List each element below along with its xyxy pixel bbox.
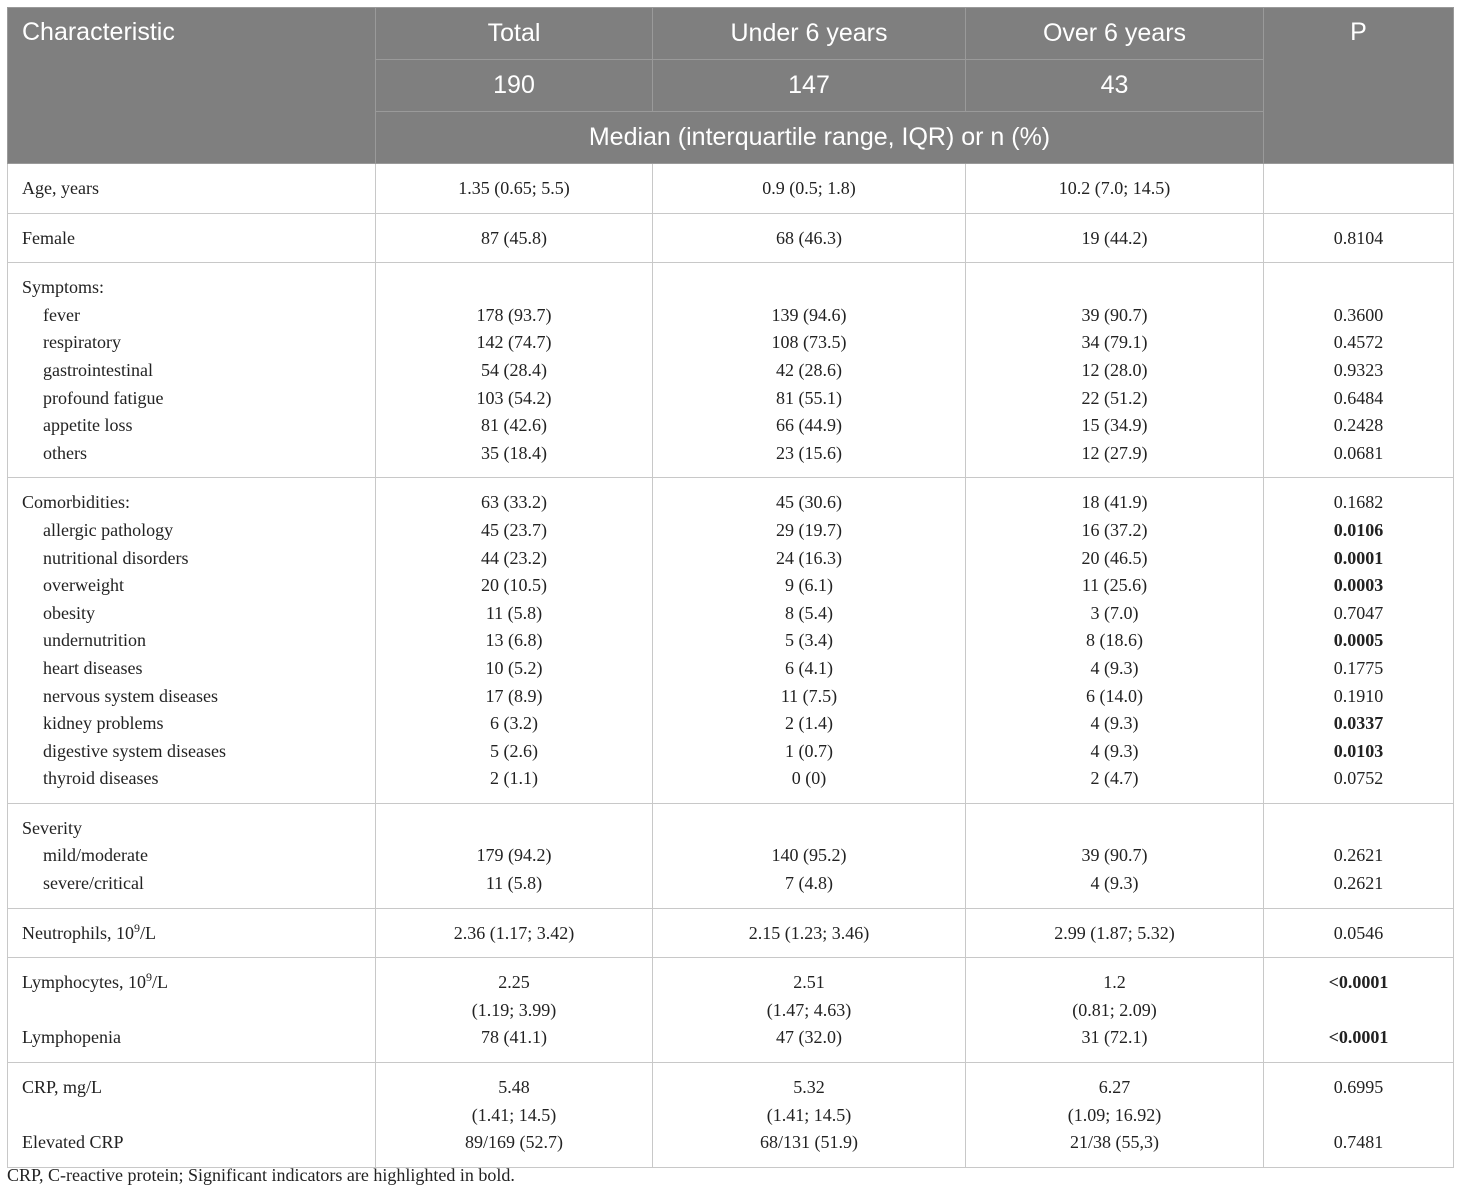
- item-label: obesity: [43, 602, 95, 623]
- cell-total: 142 (74.7): [476, 332, 552, 353]
- header-n-under6: 147: [653, 60, 966, 112]
- cell-p: 0.8104: [1333, 227, 1384, 248]
- cell-under6: (1.41; 14.5): [766, 1104, 852, 1125]
- cell-total: 35 (18.4): [481, 442, 547, 463]
- cell-under6: 68 (46.3): [776, 227, 842, 248]
- header-characteristic: Characteristic: [8, 8, 376, 164]
- cell-over6: 4 (9.3): [1090, 657, 1139, 678]
- cell-under6: 140 (95.2): [771, 845, 847, 866]
- cell-total: (1.41; 14.5): [471, 1104, 557, 1125]
- cell-over6: 18 (41.9): [1081, 492, 1148, 513]
- header-stat-note: Median (interquartile range, IQR) or n (%): [376, 112, 1264, 164]
- cell-over6: 10.2 (7.0; 14.5): [1058, 178, 1171, 198]
- lymph-over6: [966, 958, 1264, 1063]
- cell-under6: 2.15 (1.23; 3.46): [748, 922, 870, 943]
- table-row: [8, 164, 1454, 214]
- severity-p: [1264, 803, 1454, 908]
- cell-p: 0.6484: [1333, 387, 1384, 408]
- lymph-p: [1264, 958, 1454, 1063]
- symptoms-labels: [8, 263, 376, 478]
- cell-under6: 7 (4.8): [785, 873, 833, 894]
- item-label: undernutrition: [43, 630, 146, 651]
- cell-p-significant: <0.0001: [1328, 1027, 1389, 1048]
- cell-over6: (0.81; 2.09): [1072, 999, 1157, 1020]
- cell-under6: 2 (1.4): [785, 713, 833, 734]
- table-row-group: [8, 478, 1454, 804]
- cell-over6: 12 (27.9): [1081, 442, 1148, 463]
- cell-p: 0.9323: [1333, 359, 1384, 380]
- item-label: overweight: [43, 575, 124, 596]
- lymph-labels: [8, 958, 376, 1063]
- cell-over6: 22 (51.2): [1081, 387, 1148, 408]
- cell-total: 2.36 (1.17; 3.42): [453, 922, 575, 943]
- cell-p: 0.4572: [1333, 332, 1384, 353]
- cell-total: 54 (28.4): [481, 359, 547, 380]
- cell-total: (1.19; 3.99): [471, 999, 557, 1020]
- cell-over6: 39 (90.7): [1081, 845, 1148, 866]
- cell-under6: 23 (15.6): [776, 442, 842, 463]
- cell-under6: 1 (0.7): [785, 740, 833, 761]
- cell-p-significant: 0.0103: [1333, 740, 1384, 761]
- cell-total: 10 (5.2): [485, 657, 543, 678]
- cell-total: 11 (5.8): [485, 602, 543, 623]
- item-label: profound fatigue: [43, 387, 164, 408]
- header-n-over6: 43: [966, 60, 1264, 112]
- severity-labels: [8, 803, 376, 908]
- item-label: respiratory: [43, 332, 121, 353]
- cell-p: 0.2621: [1333, 845, 1384, 866]
- comorbidities-labels: [8, 478, 376, 804]
- cell-total: 87 (45.8): [481, 227, 547, 248]
- cell-over6: 4 (9.3): [1090, 713, 1139, 734]
- cell-over6: 2 (4.7): [1090, 768, 1139, 789]
- cell-p-significant: 0.0001: [1333, 547, 1384, 568]
- table-row: [8, 213, 1454, 263]
- cell-total: 6 (3.2): [490, 713, 538, 734]
- header-total: Total: [376, 8, 653, 60]
- row-label: Lymphopenia: [22, 1027, 121, 1048]
- cell-total: 78 (41.1): [481, 1027, 547, 1048]
- cell-over6: 8 (18.6): [1086, 630, 1143, 651]
- row-label: Age, years: [22, 178, 99, 198]
- cell-total: 179 (94.2): [476, 845, 552, 866]
- header-under6: Under 6 years: [653, 8, 966, 60]
- header-over6: Over 6 years: [966, 8, 1264, 60]
- item-label: appetite loss: [43, 415, 133, 436]
- cell-total: 103 (54.2): [476, 387, 552, 408]
- table-row-group: [8, 1063, 1454, 1168]
- table-row-group: [8, 263, 1454, 478]
- cell-over6: 31 (72.1): [1081, 1027, 1148, 1048]
- lymph-total: [376, 958, 653, 1063]
- row-label: Elevated CRP: [22, 1132, 124, 1153]
- row-label: Lymphocytes, $10^9/L$: [22, 970, 168, 993]
- cell-over6: 15 (34.9): [1081, 415, 1148, 436]
- crp-under6: [653, 1063, 966, 1168]
- cell-total: 20 (10.5): [481, 575, 547, 596]
- item-label: nervous system diseases: [43, 685, 218, 706]
- symptoms-over6: [966, 263, 1264, 478]
- cell-p: 0.0546: [1333, 922, 1384, 943]
- cell-over6: 20 (46.5): [1081, 547, 1148, 568]
- symptoms-total: [376, 263, 653, 478]
- cell-total: 5 (2.6): [490, 740, 538, 761]
- cell-p: 0.2621: [1333, 873, 1384, 894]
- cell-over6: (1.09; 16.92): [1067, 1104, 1162, 1125]
- cell-p: 0.3600: [1333, 304, 1384, 325]
- item-label: heart diseases: [43, 657, 143, 678]
- cell-under6: 0.9 (0.5; 1.8): [762, 178, 856, 198]
- row-label: CRP, mg/L: [22, 1077, 103, 1098]
- cell-under6: 2.51: [793, 972, 825, 993]
- cell-under6: 45 (30.6): [776, 492, 842, 513]
- severity-under6: [653, 803, 966, 908]
- cell-p: 0.1682: [1333, 492, 1384, 513]
- severity-over6: [966, 803, 1264, 908]
- cell-p: 0.0681: [1333, 442, 1384, 463]
- table-row-group: [8, 958, 1454, 1063]
- cell-p-significant: <0.0001: [1328, 972, 1389, 993]
- group-label: Comorbidities:: [22, 492, 130, 513]
- comorbidities-over6: [966, 478, 1264, 804]
- cell-total: 44 (23.2): [481, 547, 547, 568]
- cell-p: 0.6995: [1333, 1077, 1384, 1098]
- cell-over6: 6 (14.0): [1086, 685, 1143, 706]
- cell-total: 5.48: [498, 1077, 530, 1098]
- table-footnote: CRP, C-reactive protein; Significant indicators are highlighted in bold.: [7, 1165, 515, 1185]
- cell-under6: 11 (7.5): [780, 685, 838, 706]
- cell-p: 0.7047: [1333, 602, 1384, 623]
- cell-p: 0.1910: [1333, 685, 1384, 706]
- lymph-under6: [653, 958, 966, 1063]
- cell-under6: 6 (4.1): [785, 657, 833, 678]
- item-label: allergic pathology: [43, 519, 174, 540]
- cell-p-significant: 0.0106: [1333, 519, 1384, 540]
- item-label: mild/moderate: [43, 845, 148, 866]
- crp-p: [1264, 1063, 1454, 1168]
- severity-total: [376, 803, 653, 908]
- crp-total: [376, 1063, 653, 1168]
- cell-total: 13 (6.8): [485, 630, 543, 651]
- cell-over6: 1.2: [1103, 972, 1126, 993]
- item-label: digestive system diseases: [43, 740, 226, 761]
- cell-over6: 39 (90.7): [1081, 304, 1148, 325]
- cell-under6: (1.47; 4.63): [766, 999, 852, 1020]
- group-label: Symptoms:: [22, 277, 105, 298]
- item-label: thyroid diseases: [43, 768, 159, 789]
- item-label: kidney problems: [43, 713, 164, 734]
- cell-total: 11 (5.8): [485, 873, 543, 894]
- cell-total: 178 (93.7): [476, 304, 552, 325]
- cell-over6: 11 (25.6): [1081, 575, 1148, 596]
- header-p: P: [1264, 8, 1454, 164]
- cell-under6: 47 (32.0): [776, 1027, 842, 1048]
- comorbidities-under6: [653, 478, 966, 804]
- cell-total: 17 (8.9): [485, 685, 543, 706]
- cell-over6: 34 (79.1): [1081, 332, 1148, 353]
- cell-p-significant: 0.0003: [1333, 575, 1384, 596]
- cell-over6: 3 (7.0): [1090, 602, 1139, 623]
- cell-total: 2 (1.1): [490, 768, 538, 789]
- cell-over6: 6.27: [1098, 1077, 1131, 1098]
- cell-under6: 5.32: [793, 1077, 825, 1098]
- cell-under6: 66 (44.9): [776, 415, 842, 436]
- symptoms-p: [1264, 263, 1454, 478]
- crp-labels: [8, 1063, 376, 1168]
- cell-over6: 4 (9.3): [1090, 740, 1139, 761]
- cell-p: 0.2428: [1333, 415, 1384, 436]
- symptoms-under6: [653, 263, 966, 478]
- cell-total: 63 (33.2): [481, 492, 547, 513]
- cell-p-significant: 0.0337: [1333, 713, 1384, 734]
- item-label: others: [43, 442, 87, 463]
- comorbidities-p: [1264, 478, 1454, 804]
- cell-under6: 5 (3.4): [785, 630, 833, 651]
- item-label: severe/critical: [43, 873, 144, 894]
- cell-under6: 24 (16.3): [776, 547, 842, 568]
- cell-over6: 19 (44.2): [1081, 227, 1148, 248]
- cell-under6: 139 (94.6): [771, 304, 847, 325]
- cell-total: 45 (23.7): [481, 519, 547, 540]
- table-row: [8, 908, 1454, 958]
- cell-total: 81 (42.6): [481, 415, 547, 436]
- item-label: fever: [43, 304, 80, 325]
- cell-over6: 4 (9.3): [1090, 873, 1139, 894]
- cell-p: 0.1775: [1333, 657, 1384, 678]
- cell-under6: 81 (55.1): [776, 387, 842, 408]
- cell-under6: 8 (5.4): [785, 602, 833, 623]
- group-label: Severity: [22, 817, 82, 838]
- cell-under6: 9 (6.1): [785, 575, 833, 596]
- cell-under6: 29 (19.7): [776, 519, 842, 540]
- row-label: Female: [22, 227, 75, 248]
- characteristics-table: [7, 7, 1454, 1168]
- cell-over6: 2.99 (1.87; 5.32): [1054, 922, 1175, 943]
- table-row-group: [8, 803, 1454, 908]
- cell-over6: 16 (37.2): [1081, 519, 1148, 540]
- cell-p: 0.0752: [1333, 768, 1384, 789]
- crp-over6: [966, 1063, 1264, 1168]
- item-label: nutritional disorders: [43, 547, 189, 568]
- cell-under6: 0 (0): [791, 768, 827, 789]
- comorbidities-total: [376, 478, 653, 804]
- cell-total: 1.35 (0.65; 5.5): [458, 178, 570, 198]
- table-header: [8, 8, 1454, 164]
- cell-under6: 42 (28.6): [776, 359, 842, 380]
- cell-total: 2.25: [498, 972, 530, 993]
- header-n-total: 190: [376, 60, 653, 112]
- item-label: gastrointestinal: [43, 359, 153, 380]
- cell-under6: 68/131 (51.9): [760, 1132, 858, 1153]
- cell-total: 89/169 (52.7): [465, 1132, 563, 1153]
- cell-p-significant: 0.0005: [1333, 630, 1384, 651]
- cell-over6: 21/38 (55,3): [1070, 1132, 1159, 1153]
- row-label: Neutrophils, $10^9/L$: [22, 920, 156, 943]
- cell-under6: 108 (73.5): [771, 332, 847, 353]
- cell-p: 0.7481: [1333, 1132, 1384, 1153]
- cell-over6: 12 (28.0): [1081, 359, 1148, 380]
